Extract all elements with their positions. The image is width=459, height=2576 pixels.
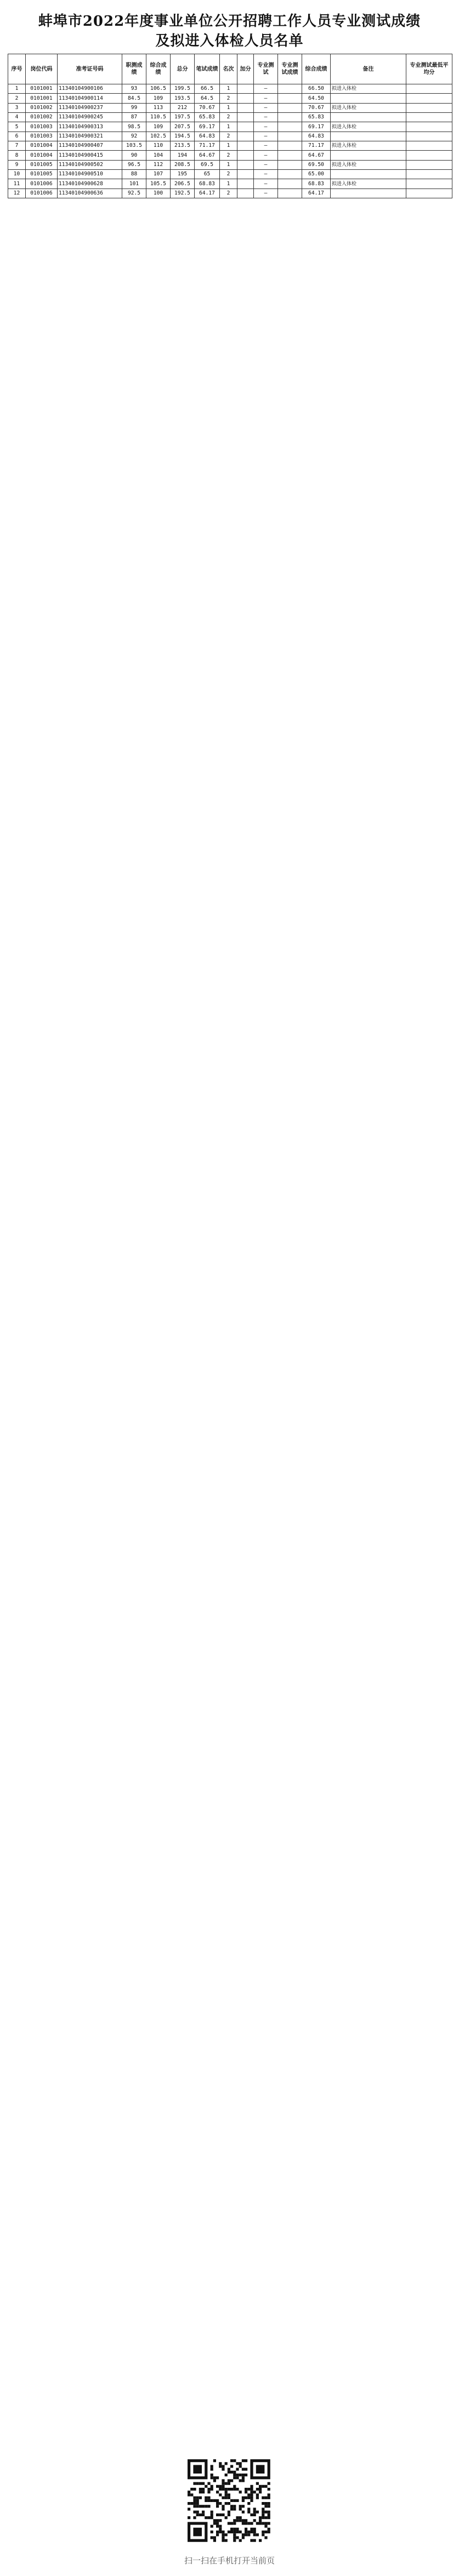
qr-code [175,2455,283,2548]
table-row [8,113,452,122]
table-cell: 2 [220,113,237,122]
table-cell [237,170,254,179]
table-cell: 193.5 [171,94,195,103]
column-header: 名次 [220,54,237,84]
table-cell: 66.5 [195,84,220,94]
table-row [8,189,452,198]
table-cell: 64.83 [195,132,220,141]
table-cell: 12 [8,189,26,198]
table-cell: 1 [220,160,237,169]
table-cell [331,151,406,160]
table-cell: 65.83 [302,113,331,122]
table-cell: 103.5 [122,141,146,151]
table-cell: 66.50 [302,84,331,94]
table-cell: 64.50 [302,94,331,103]
table-cell: — [254,122,278,132]
table-cell [406,170,452,179]
table-cell: 192.5 [171,189,195,198]
page-title: 蚌埠市2022年度事业单位公开招聘工作人员专业测试成绩 [38,13,421,30]
table-cell: 11340104900636 [58,189,122,198]
table-cell: 106.5 [146,84,171,94]
table-cell: 2 [220,94,237,103]
table-cell: 69.5 [195,160,220,169]
table-cell [406,113,452,122]
table-cell: 195 [171,170,195,179]
table-cell: 1 [220,84,237,94]
table-cell [278,141,302,151]
table-cell [406,151,452,160]
table-cell [237,141,254,151]
table-cell: 112 [146,160,171,169]
table-cell: 8 [8,151,26,160]
table-cell [237,179,254,189]
table-cell: — [254,151,278,160]
table-cell [406,122,452,132]
table-cell [331,189,406,198]
table-cell: 2 [220,132,237,141]
table-cell: 107 [146,170,171,179]
column-header: 专业测试最低平均分 [406,54,452,84]
table-cell: 1 [220,141,237,151]
column-header: 综合成绩 [302,54,331,84]
table-cell: 11340104900502 [58,160,122,169]
column-header: 备注 [331,54,406,84]
table-cell: 拟进入体检 [331,122,406,132]
table-cell: — [254,179,278,189]
table-cell [406,189,452,198]
table-cell [278,132,302,141]
table-cell: 拟进入体检 [331,84,406,94]
table-cell [237,103,254,112]
table-cell: 65.00 [302,170,331,179]
table-cell [406,160,452,169]
table-cell: 70.67 [302,103,331,112]
table-cell [331,132,406,141]
table-cell: — [254,84,278,94]
table-cell: 2 [220,151,237,160]
table-cell: 68.83 [302,179,331,189]
table-cell: 11 [8,179,26,189]
table-cell [278,160,302,169]
table-cell: 0101001 [26,84,58,94]
table-row [8,84,452,94]
table-cell: 92 [122,132,146,141]
table-cell: 101 [122,179,146,189]
table-row [8,141,452,151]
table-cell [406,179,452,189]
table-cell [278,113,302,122]
table-cell: 69.17 [195,122,220,132]
table-cell: 65 [195,170,220,179]
table-cell [331,94,406,103]
table-cell: 102.5 [146,132,171,141]
table-cell: 87 [122,113,146,122]
table-cell: 0101003 [26,122,58,132]
table-cell: 92.5 [122,189,146,198]
table-cell: 64.5 [195,94,220,103]
table-cell [237,189,254,198]
table-cell: 199.5 [171,84,195,94]
page-subtitle: 及拟进入体检人员名单 [155,33,304,49]
table-cell: 0101002 [26,103,58,112]
table-cell: 88 [122,170,146,179]
table-row [8,94,452,103]
table-cell: 1 [220,179,237,189]
table-cell [237,94,254,103]
results-table [8,54,452,198]
table-cell: — [254,94,278,103]
table-cell [237,151,254,160]
column-header: 岗位代码 [26,54,58,84]
table-cell [406,84,452,94]
table-row [8,160,452,169]
table-cell: 113 [146,103,171,112]
table-cell: 90 [122,151,146,160]
table-cell: 69.17 [302,122,331,132]
column-header: 序号 [8,54,26,84]
table-cell: 11340104900114 [58,94,122,103]
table-cell: 100 [146,189,171,198]
results-table-container [8,54,452,198]
table-cell [237,122,254,132]
table-cell [406,94,452,103]
table-cell: — [254,113,278,122]
table-cell [406,103,452,112]
table-row [8,122,452,132]
table-cell: 1 [220,103,237,112]
column-header: 综合成绩 [146,54,171,84]
table-cell [278,170,302,179]
column-header: 专业测试 [254,54,278,84]
table-cell: 3 [8,103,26,112]
table-cell [278,84,302,94]
table-cell [237,84,254,94]
table-cell: 110.5 [146,113,171,122]
table-cell: 70.67 [195,103,220,112]
column-header: 专业测试成绩 [278,54,302,84]
table-cell: 11340104900415 [58,151,122,160]
table-cell: 69.50 [302,160,331,169]
table-cell: 64.17 [302,189,331,198]
table-cell: 64.67 [195,151,220,160]
table-cell: — [254,170,278,179]
table-row [8,170,452,179]
table-cell: 194 [171,151,195,160]
table-cell [278,103,302,112]
table-cell: 0101003 [26,132,58,141]
table-cell [406,141,452,151]
table-cell: 0101005 [26,160,58,169]
table-cell: 109 [146,94,171,103]
table-cell: 99 [122,103,146,112]
table-cell: 11340104900321 [58,132,122,141]
table-cell: 68.83 [195,179,220,189]
table-cell: 206.5 [171,179,195,189]
table-cell [237,113,254,122]
table-cell: 4 [8,113,26,122]
table-cell: — [254,189,278,198]
table-cell: 11340104900407 [58,141,122,151]
table-cell: — [254,160,278,169]
table-cell: 65.83 [195,113,220,122]
table-cell: 93 [122,84,146,94]
qr-caption: 扫一扫在手机打开当前页 [184,2556,275,2566]
table-cell: 11340104900245 [58,113,122,122]
table-cell [278,122,302,132]
table-cell: — [254,103,278,112]
table-cell: 7 [8,141,26,151]
table-cell: 11340104900628 [58,179,122,189]
table-row [8,179,452,189]
column-header: 加分 [237,54,254,84]
table-row [8,132,452,141]
table-cell: 11340104900510 [58,170,122,179]
table-cell: 84.5 [122,94,146,103]
table-cell: 拟进入体检 [331,141,406,151]
table-cell: 1 [220,122,237,132]
table-cell: 64.83 [302,132,331,141]
table-cell: 96.5 [122,160,146,169]
table-cell [406,132,452,141]
table-cell: 71.17 [302,141,331,151]
table-cell [278,94,302,103]
table-cell: 拟进入体检 [331,103,406,112]
table-cell: 9 [8,160,26,169]
table-cell: 105.5 [146,179,171,189]
table-cell [237,132,254,141]
table-cell [331,170,406,179]
table-cell: 110 [146,141,171,151]
table-cell [278,151,302,160]
table-cell: 213.5 [171,141,195,151]
table-cell: 11340104900313 [58,122,122,132]
table-cell: 208.5 [171,160,195,169]
table-cell: 0101005 [26,170,58,179]
table-cell: 64.17 [195,189,220,198]
table-cell: 109 [146,122,171,132]
table-cell: 194.5 [171,132,195,141]
table-cell: 0101004 [26,141,58,151]
table-cell: 2 [220,170,237,179]
column-header: 总分 [171,54,195,84]
table-cell: 11340104900106 [58,84,122,94]
table-header-row [8,54,452,84]
table-cell: 64.67 [302,151,331,160]
table-cell: — [254,132,278,141]
table-cell: 1 [8,84,26,94]
table-cell: 0101006 [26,179,58,189]
table-cell: 10 [8,170,26,179]
table-cell: 拟进入体检 [331,160,406,169]
table-cell: 0101004 [26,151,58,160]
table-row [8,103,452,112]
table-cell [278,189,302,198]
table-cell: 207.5 [171,122,195,132]
table-cell: 5 [8,122,26,132]
table-cell [278,179,302,189]
table-cell [331,113,406,122]
table-cell: 2 [220,189,237,198]
table-cell: — [254,141,278,151]
table-cell: 6 [8,132,26,141]
table-cell: 0101001 [26,94,58,103]
table-cell: 0101006 [26,189,58,198]
table-row [8,151,452,160]
table-cell: 0101002 [26,113,58,122]
table-cell: 拟进入体检 [331,179,406,189]
table-cell: 197.5 [171,113,195,122]
table-cell [237,160,254,169]
table-cell: 2 [8,94,26,103]
column-header: 笔试成绩 [195,54,220,84]
table-cell: 98.5 [122,122,146,132]
table-cell: 212 [171,103,195,112]
table-cell: 11340104900237 [58,103,122,112]
column-header: 准考证号码 [58,54,122,84]
table-cell: 104 [146,151,171,160]
table-body [8,84,452,198]
table-cell: 71.17 [195,141,220,151]
column-header: 职测成绩 [122,54,146,84]
